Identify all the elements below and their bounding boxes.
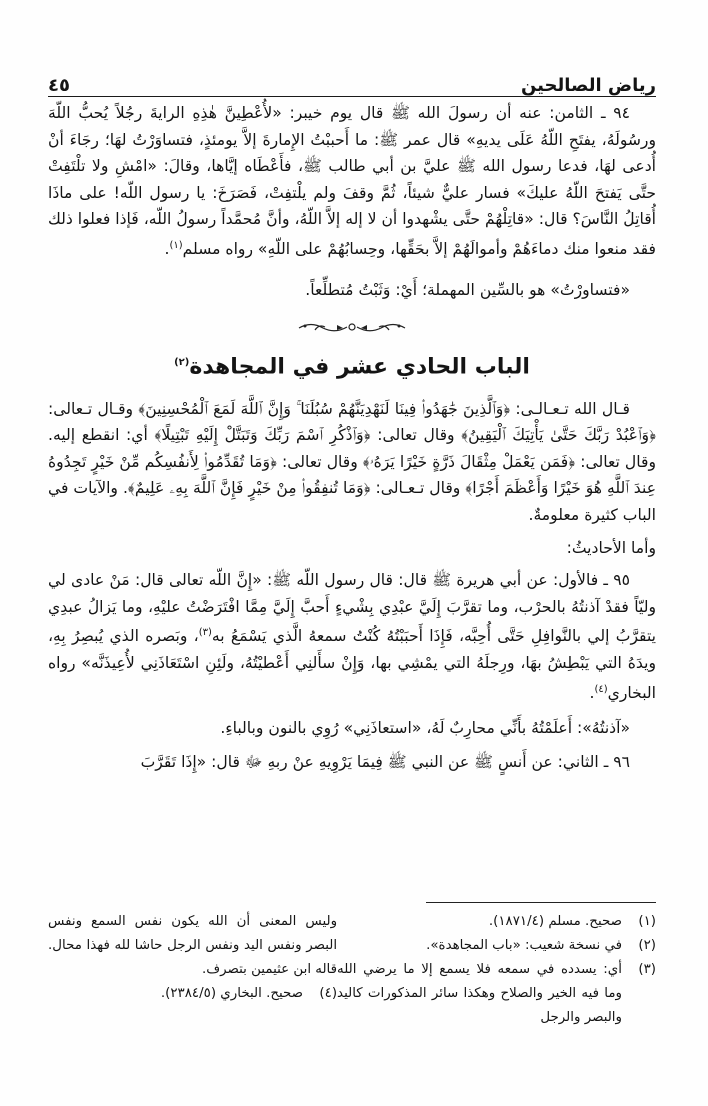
footnote-2-number: (٢) <box>638 938 656 953</box>
footnotes <box>48 910 656 1030</box>
hadith-94-note: «فتساورْتُ» هو بالسِّين المهملة؛ أَيْ: وَثَبْتُ مُتطلِّعاً. <box>305 280 630 299</box>
footnote-ref-4: (٤) <box>594 683 608 695</box>
page-number: ٤٥ <box>48 75 70 96</box>
footnote-2-text: في نسخة شعيب: «باب المجاهدة». <box>426 938 622 953</box>
footnote-ref-3: (٣) <box>198 627 212 639</box>
footnote-3-continuation: وليس المعنى أن الله يكون نفس السمع ونفس البصر ونفس اليد ونفس الرجل حاشا لله فهذا محال. قاله ابن عثيمين بتصرف. <box>48 914 338 977</box>
footnote-ref-1: (١) <box>169 239 183 251</box>
footnote-ref-2: (٢) <box>174 357 190 369</box>
hadith-94: ٩٤ ـ الثامن: عنه أن رسولَ الله ﷺ قال يوم خيبر: «لأُعْطِينَّ هٰذِهِ الرايةَ رجُلاً يُحبُّ اللّهَ ورسُولَهُ، يفتَحِ اللّهُ عَلَى يديهِ» قال عمر ﷺ: ما أَحببْتُ الإِمارةَ إلاَّ يومئذٍ، فتساوَرْتُ لهَا؛ رجَاءَ أنْ أُدعى لهَا، فدعا رسول الله ﷺ عليَّ بن أبي طالب ﷺ، فأَعْطَاه إيَّاها، وقالَ: «امْشِ ولا تلْتَفِتْ حتَّى يَفتحَ اللّهُ عليكَ» فسار عليٌّ شيئاً، ثُمَّ وقفَ ولم يلْتفِتْ، فَصَرَخَ: يا رسول اللّه! على ماذَا أُقاتِلُ النَّاسَ؟ قال: «قاتِلْهُمْ حتَّى يشْهدوا أن لا إله إلاَّ اللّهُ، وأنَّ مُحمَّداً رسولُ اللّه، فَإذا فعلوا ذلك فقد منعوا منك دماءَهُمْ وأموالَهُمْ إلاَّ بحَقِّها، وحِسابُهُمْ على اللّهِ» رواه مسلم$^{(١)}$. <box>48 104 656 259</box>
footnote-4-number: (٤) <box>319 986 338 1001</box>
hadith-94-text: ٩٤ ـ الثامن: عنه أن رسولَ الله ﷺ قال يوم خيبر: «لأُعْطِينَّ هٰذِهِ الرايةَ رجُلاً يُحبُّ اللّهَ ورسُولَهُ، يفتَحِ اللّهُ عَلَى يديهِ» قال عمر ﷺ: ما أَحببْتُ الإِمارةَ إلاَّ يومئذٍ، فتساوَرْتُ لهَا؛ رجَاءَ أنْ أُدعى لهَا، فدعا رسول الله ﷺ عليَّ بن أبي طالب ﷺ، فأَعْطَاه إيَّاها، وقالَ: «امْشِ ولا تلْتَفِتْ حتَّى يَفتحَ اللّهُ عليكَ» فسار عليٌّ شيئاً، ثُمَّ وقفَ ولم يلْتفِتْ، فَصَرَخَ: يا رسول اللّه! على ماذَا أُقاتِلُ النَّاسَ؟ قال: «قاتِلْهُمْ حتَّى يشْهدوا أن لا إله إلاَّ اللّهُ، وأنَّ مُحمَّداً رسولُ اللّه، فَإذا فعلوا ذلك فقد منعوا منك دماءَهُمْ وأموالَهُمْ إلاَّ بحَقِّها، وحِسابُهُمْ على اللّهِ» رواه مسلم <box>48 104 656 259</box>
hadith-heading: وأما الأحاديثُ: <box>566 538 656 557</box>
footnote-rule <box>426 902 656 903</box>
footnote-3-number: (٣) <box>638 962 656 977</box>
chapter-title-text: الباب الحادي عشر في المجاهدة <box>189 354 530 380</box>
main-text <box>48 100 656 776</box>
chapter-intro: قـال الله تـعـالـى: ﴿وَٱلَّذِينَ جَٰهَدُوا۟ فِينَا لَنَهْدِيَنَّهُمْ سُبُلَنَا ۚ وَإِنَّ ٱللَّهَ لَمَعَ ٱلْمُحْسِنِينَ﴾ وقـال تـعالى: ﴿وَٱعْبُدْ رَبَّكَ حَتَّىٰ يَأْتِيَكَ ٱلْيَقِينُ﴾ وقال تعالى: ﴿وَٱذْكُرِ ٱسْمَ رَبِّكَ وَتَبَتَّلْ إِلَيْهِ تَبْتِيلًا﴾ أي: انقطع إليه. وقال تعالى: ﴿فَمَن يَعْمَلْ مِثْقَالَ ذَرَّةٍ خَيْرًا يَرَهُۥ﴾ وقال تعالى: ﴿وَمَا تُقَدِّمُوا۟ لِأَنفُسِكُم مِّنْ خَيْرٍ تَجِدُوهُ عِندَ ٱللَّهِ هُوَ خَيْرًا وَأَعْظَمَ أَجْرًا﴾ وقال تـعـالى: ﴿وَمَا تُنفِقُوا۟ مِنْ خَيْرٍ فَإِنَّ ٱللَّهَ بِهِۦ عَلِيمٌ﴾. والآيات في الباب كثيرة معلومةٌ. <box>48 399 656 525</box>
running-title: رياض الصالحين <box>520 75 656 96</box>
header-rule <box>48 96 656 97</box>
footnote-1-number: (١) <box>638 914 656 929</box>
hadith-95-note: «آذنتُهُ»: أَعلَمْتُهُ بأَنِّي محارِبٌ لَهُ، «استعاذَنِي» رُوِي بالنون وبالباءِ. <box>220 718 630 737</box>
hadith-95: ٩٥ ـ فالأول: عن أبي هريرة ﷺ قال: قال رسول اللّه ﷺ: «إِنَّ اللّه تعالى قال: مَنْ عادى لي وليّاً فقدْ آذنتُهُ بالحرْب، وما تقرَّبَ إِلَيَّ عبْدِي بِشْيءٍ أَحبَّ إِلَيَّ مِمَّا افْتَرَضْتُ عليْهِ، وما يَزالُ عبدِي يتقرَّبُ إلي بالنَّوافِلِ حَتَّى أُحِبَّه، فَإِذَا أَحبَبْتُهُ كُنْتُ سمعهُ الَّذي يَسْمَعُ به$^{(٣)}$، وبَصره الذي يُبصِرُ بِهِ، ويدَهُ التي يَبْطِشُ بهَا، ورِجلَهُ التي يمْشِي بها، وَإِنْ سأَلنِي أَعْطيْتُهُ، ولَئِنِ اسْتَعَاذَنِي لأُعِيذَنَّه» رواه البخاري$^{(٤)}$. <box>48 571 656 702</box>
footnote-3 <box>337 958 656 1030</box>
footnote-2 <box>337 934 656 958</box>
footnotes-left-column <box>48 910 337 1030</box>
footnote-4-text: صحيح. البخاري (٢٣٨٤/٥). <box>160 986 304 1001</box>
footnote-3-text: أي: يسدده في سمعه فلا يسمع إلا ما يرضي الله وما فيه الخير والصلاح وهكذا سائر المذكورات كاليد والبصر والرجل <box>337 962 622 1025</box>
footnote-1-text: صحيح. مسلم (١٨٧١/٤). <box>488 914 622 929</box>
hadith-95-text-a: ٩٥ ـ فالأول: عن أبي هريرة ﷺ قال: قال رسول اللّه ﷺ: «إِنَّ اللّه تعالى قال: مَنْ عادى لي وليّاً فقدْ آذنتُهُ بالحرْب، وما تقرَّبَ إِلَيَّ عبْدِي بِشْيءٍ أَحبَّ إِلَيَّ مِمَّا افْتَرَضْتُ عليْهِ، وما يَزالُ عبدِي يتقرَّبُ إلي بالنَّوافِلِ حَتَّى أُحِبَّه، فَإِذَا أَحبَبْتُهُ كُنْتُ سمعهُ الَّذي يَسْمَعُ به <box>48 571 656 646</box>
page-header <box>48 66 656 98</box>
footnote-4 <box>48 982 337 1006</box>
ornament-divider-icon <box>48 319 656 335</box>
hadith-96: ٩٦ ـ الثاني: عن أَنسٍ ﷺ عن النبي ﷺ فِيمَا يَرْوِيهِ عنْ ربهِ ﷻ قال: «إِذَا تَقَرَّبَ <box>140 753 630 772</box>
hadith-95-text-b: ، وبَصره الذي يُبصِرُ بِهِ، ويدَهُ التي يَبْطِشُ بهَا، ورِجلَهُ التي يمْشِي بها، وَإِنْ سأَلنِي أَعْطيْتُهُ، ولَئِنِ اسْتَعَاذَنِي لأُعِيذَنَّه» رواه البخاري <box>48 627 656 702</box>
chapter-title <box>48 347 656 383</box>
footnote-1 <box>337 910 656 934</box>
footnotes-right-column <box>337 910 656 1030</box>
